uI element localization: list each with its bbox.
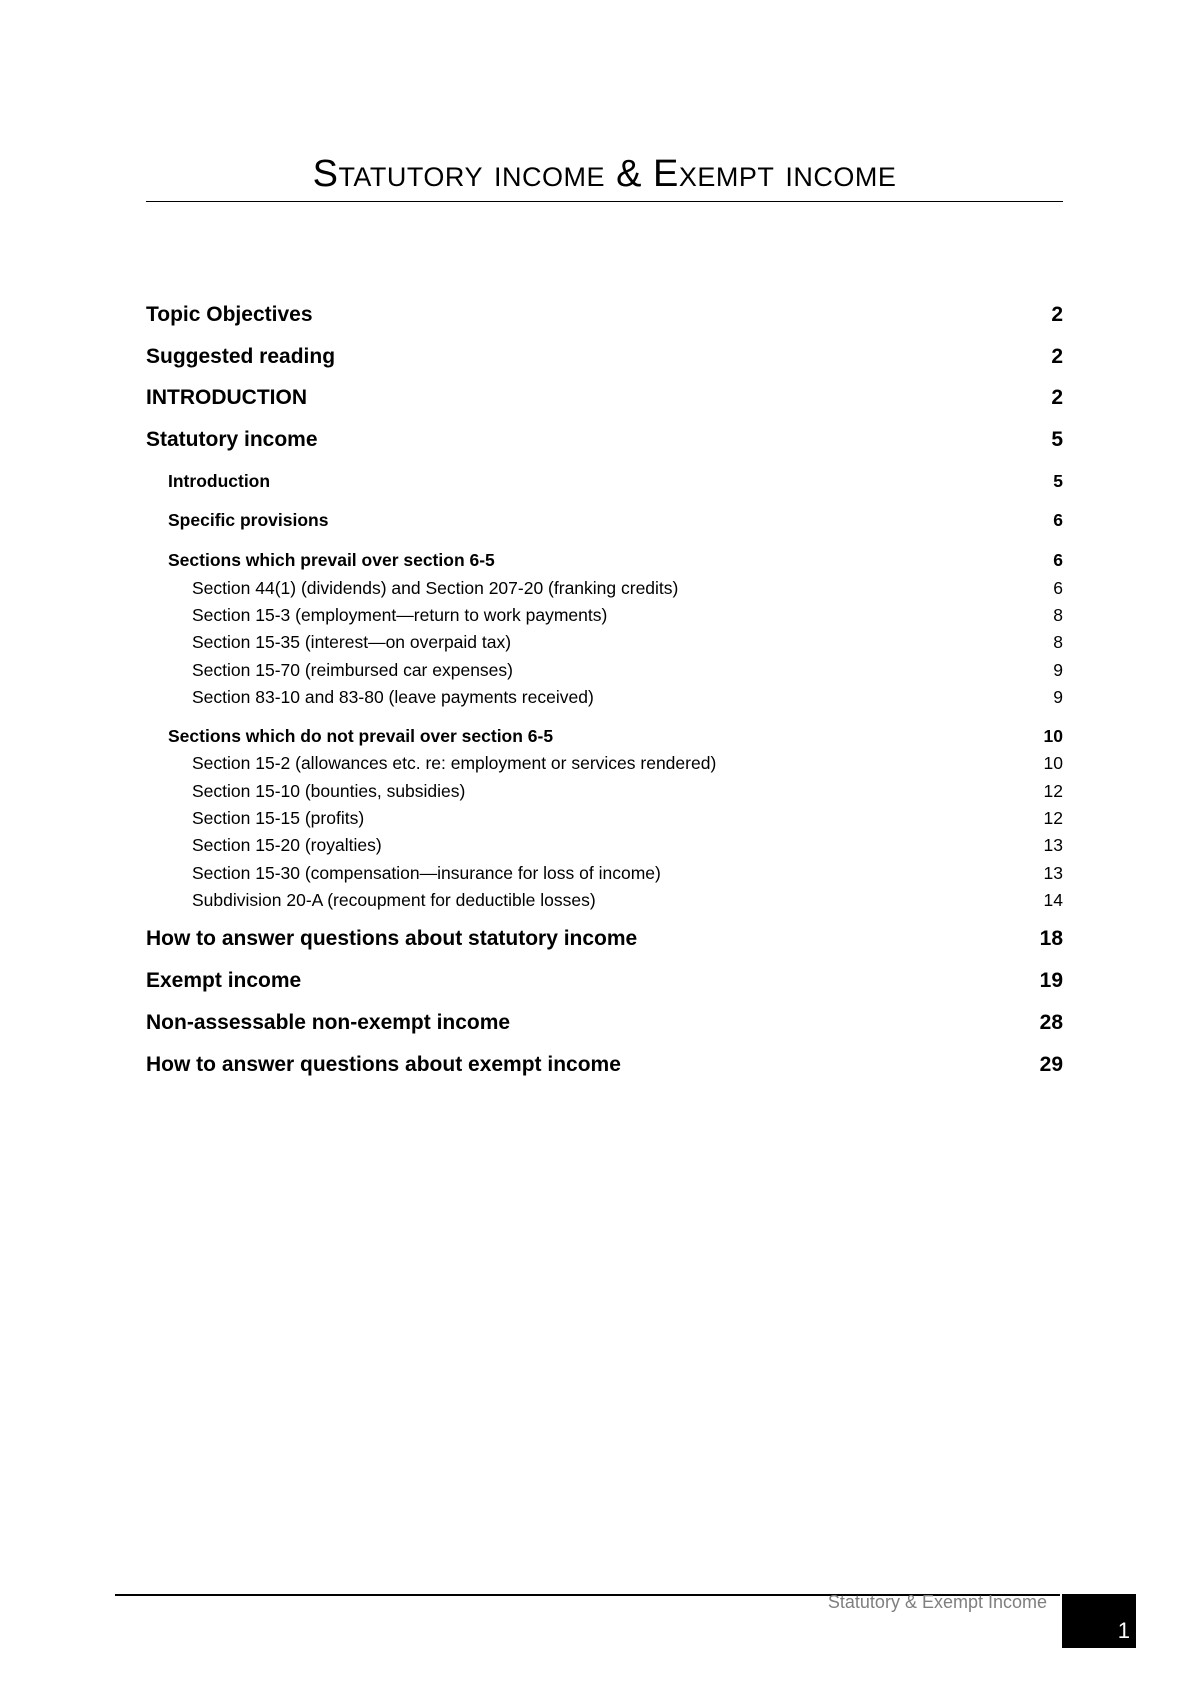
toc-entry-page: 19 [1039,969,1063,992]
toc-entry-label: Section 15-20 (royalties) [192,835,382,855]
toc-entry-label: How to answer questions about exempt income [146,1053,621,1076]
toc-entry-page: 8 [1053,632,1063,652]
toc-entry-label: Sections which do not prevail over section 6-5 [168,726,554,746]
toc-entry-page: 29 [1039,1053,1063,1076]
toc-entry[interactable] [146,1011,1063,1035]
toc-entry-page: 18 [1039,927,1063,950]
toc-entry-label: Suggested reading [146,345,336,368]
toc-entry-label: Section 15-2 (allowances etc. re: employment or services rendered) [192,753,717,773]
toc-entry-label: Subdivision 20-A (recoupment for deductible losses) [192,890,596,910]
toc-entry-page: 10 [1043,726,1063,746]
toc-entry[interactable] [146,303,1063,327]
toc-entry-page: 12 [1043,808,1063,828]
toc-entry-page: 2 [1051,386,1063,409]
toc-entry[interactable] [146,578,1063,599]
toc-entry-label: Section 15-10 (bounties, subsidies) [192,781,466,801]
toc-entry[interactable] [146,632,1063,653]
toc-entry-page: 5 [1051,428,1063,451]
toc-entry-label: INTRODUCTION [146,386,307,409]
page-title: Statutory income & Exempt income [312,153,897,195]
toc-entry-page: 8 [1053,605,1063,625]
toc-entry-label: Exempt income [146,969,302,992]
toc-entry[interactable] [146,428,1063,452]
page-number-box [1062,1594,1136,1648]
toc-entry[interactable] [146,781,1063,802]
toc-entry[interactable] [146,863,1063,884]
toc-entry-page: 14 [1043,890,1063,910]
toc-entry-label: Specific provisions [168,510,329,530]
toc-entry-page: 2 [1051,345,1063,368]
toc-entry-page: 13 [1043,863,1063,883]
toc-entry[interactable] [146,386,1063,410]
toc-entry-label: Section 15-15 (profits) [192,808,365,828]
toc-entry-page: 5 [1053,471,1063,491]
toc-entry-label: Section 15-30 (compensation—insurance for loss of income) [192,863,661,883]
toc-entry-label: Section 15-3 (employment—return to work payments) [192,605,608,625]
toc-entry-page: 9 [1053,660,1063,680]
toc-entry-label: Section 15-35 (interest—on overpaid tax) [192,632,512,652]
toc-entry-label: Statutory income [146,428,318,451]
toc-entry-label: Section 15-70 (reimbursed car expenses) [192,660,513,680]
toc-entry[interactable] [146,550,1063,571]
toc-entry-page: 9 [1053,687,1063,707]
toc-entry[interactable] [146,345,1063,369]
toc-entry[interactable] [146,687,1063,708]
toc-entry-label: Topic Objectives [146,303,313,326]
toc-entry-page: 28 [1039,1011,1063,1034]
toc-entry-label: Section 83-10 and 83-80 (leave payments received) [192,687,594,707]
toc-entry[interactable] [146,969,1063,993]
toc-entry[interactable] [146,808,1063,829]
toc-entry-page: 6 [1053,578,1063,598]
toc-entry[interactable] [146,726,1063,747]
footer-title: Statutory & Exempt Income [827,1592,1047,1612]
toc-entry[interactable] [146,835,1063,856]
toc-entry-page: 6 [1053,550,1063,570]
toc-entry[interactable] [146,890,1063,911]
toc-entry-page: 12 [1043,781,1063,801]
page-number: 1 [1117,1618,1130,1643]
toc-entry-label: Sections which prevail over section 6-5 [168,550,495,570]
toc-entry-label: How to answer questions about statutory income [146,927,638,950]
toc-entry[interactable] [146,927,1063,951]
title-divider [146,201,1063,202]
toc-entry-label: Section 44(1) (dividends) and Section 207-20 (franking credits) [192,578,679,598]
toc-entry[interactable] [146,660,1063,681]
toc-entry-page: 13 [1043,835,1063,855]
toc-entry[interactable] [146,510,1063,531]
toc-entry-label: Non-assessable non-exempt income [146,1011,511,1034]
toc-entry[interactable] [146,1053,1063,1077]
toc-entry-label: Introduction [168,471,271,491]
toc-entry-page: 10 [1043,753,1063,773]
toc-entry-page: 2 [1051,303,1063,326]
toc-entry-page: 6 [1053,510,1063,530]
toc-entry[interactable] [146,753,1063,774]
toc-entry[interactable] [146,471,1063,492]
toc-entry[interactable] [146,605,1063,626]
